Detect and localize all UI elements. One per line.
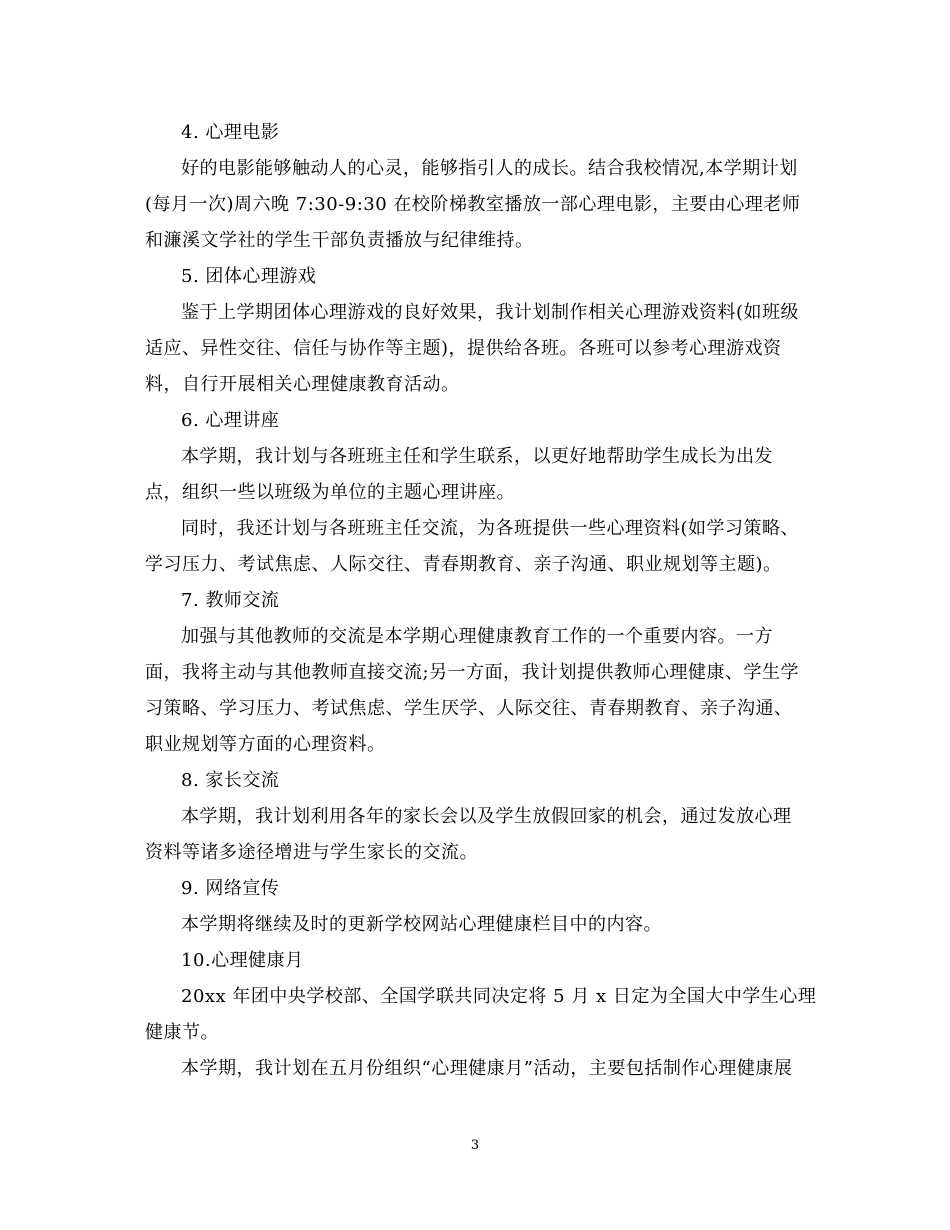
page-number: 3: [470, 1138, 480, 1153]
text-line: 健康节。: [145, 1022, 219, 1043]
text-line: 本学期将继续及时的更新学校网站心理健康栏目中的内容。: [181, 914, 662, 935]
text-line: (每月一次)周六晚 7:30-9:30 在校阶梯教室播放一部心理电影，主要由心理老师: [145, 194, 801, 215]
text-line: 料，自行开展相关心理健康教育活动。: [145, 374, 460, 395]
text-line: 本学期，我计划在五月份组织“心理健康月”活动，主要包括制作心理健康展: [181, 1058, 793, 1079]
text-line: 4. 心理电影: [181, 122, 280, 143]
text-line: 和濂溪文学社的学生干部负责播放与纪律维持。: [145, 230, 534, 251]
text-line: 习策略、学习压力、考试焦虑、学生厌学、人际交往、青春期教育、亲子沟通、: [145, 698, 793, 719]
text-line: 学习压力、考试焦虑、人际交往、青春期教育、亲子沟通、职业规划等主题)。: [145, 554, 782, 575]
text-line: 5. 团体心理游戏: [181, 266, 317, 287]
text-line: 加强与其他教师的交流是本学期心理健康教育工作的一个重要内容。一方: [181, 626, 773, 647]
text-line: 本学期，我计划利用各年的家长会以及学生放假回家的机会，通过发放心理: [181, 806, 792, 827]
text-line: 好的电影能够触动人的心灵，能够指引人的成长。结合我校情况,本学期计划: [181, 158, 798, 179]
text-line: 点，组织一些以班级为单位的主题心理讲座。: [145, 482, 515, 503]
text-line: 同时，我还计划与各班班主任交流，为各班提供一些心理资料(如学习策略、: [181, 518, 800, 539]
text-line: 9. 网络宣传: [181, 878, 280, 899]
text-line: 面，我将主动与其他教师直接交流;另一方面，我计划提供教师心理健康、学生学: [145, 662, 800, 683]
document-body: [145, 115, 817, 1087]
text-line: 8. 家长交流: [181, 770, 280, 791]
text-line: 6. 心理讲座: [181, 410, 280, 431]
text-line: 鉴于上学期团体心理游戏的良好效果，我计划制作相关心理游戏资料(如班级: [181, 302, 800, 323]
text-line: 7. 教师交流: [181, 590, 280, 611]
text-line: 本学期，我计划与各班班主任和学生联系，以更好地帮助学生成长为出发: [181, 446, 773, 467]
text-line: 职业规划等方面的心理资料。: [145, 734, 386, 755]
text-line: 10.心理健康月: [181, 950, 304, 971]
text-line: 资料等诸多途径增进与学生家长的交流。: [145, 842, 478, 863]
text-line: 适应、异性交往、信任与协作等主题)，提供给各班。各班可以参考心理游戏资: [145, 338, 782, 359]
text-line: 20xx 年团中央学校部、全国学联共同决定将 5 月 x 日定为全国大中学生心理: [181, 986, 817, 1007]
